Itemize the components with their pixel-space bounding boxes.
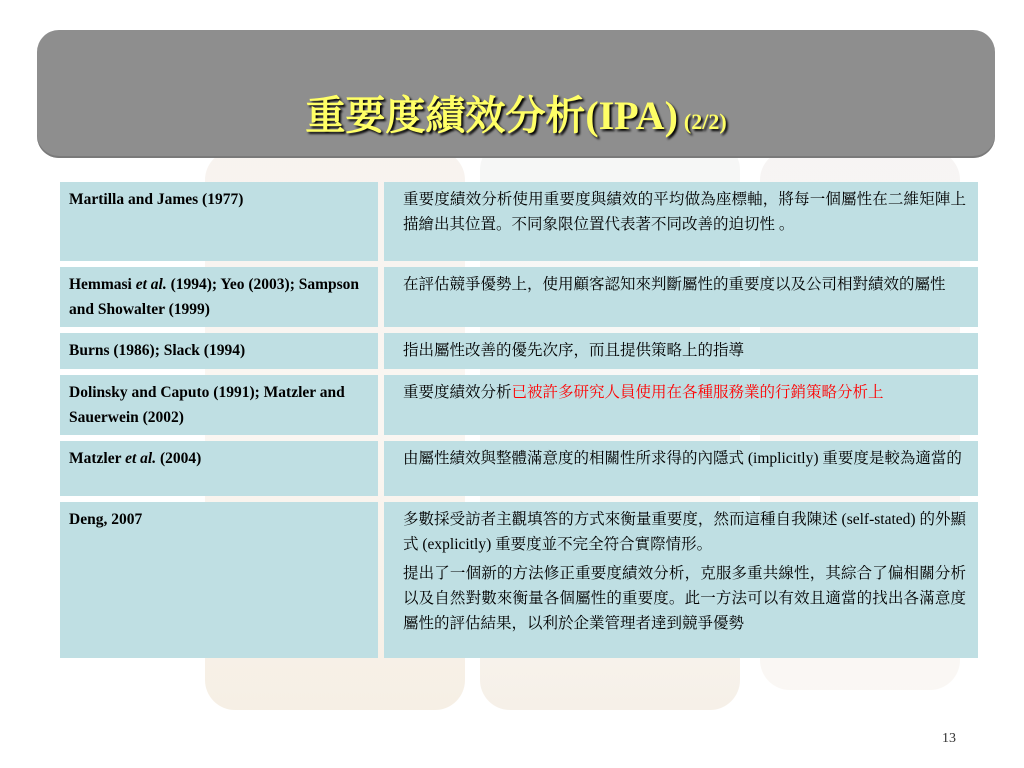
author-etal: et al.: [125, 450, 157, 467]
title-banner: [37, 30, 995, 158]
author-cell: Martilla and James (1977): [60, 182, 378, 261]
table-row: [60, 333, 978, 369]
finding-paragraph: 提出了一個新的方法修正重要度績效分析，克服多重共線性，其綜合了偏相關分析以及自然對數來衡量各個屬性的重要度。此一方法可以有效且適當的找出各滿意度屬性的評估結果，以利於企業管理者達到競爭優勢: [403, 565, 966, 632]
finding-paragraph: 多數採受訪者主觀填答的方式來衡量重要度，然而這種自我陳述 (self-stated) 的外顯式 (explicitly) 重要度並不完全符合實際情形。: [403, 511, 966, 553]
author-etal: et al.: [135, 276, 167, 293]
table-row: [60, 441, 978, 496]
author-text: (1994); Yeo (2003); Sampson and Showalter (1999): [69, 276, 360, 318]
author-cell: [60, 441, 378, 496]
finding-cell: 由屬性績效與整體滿意度的相關性所求得的內隱式 (implicitly) 重要度是較為適當的: [384, 441, 978, 496]
slide-title-suffix: (2/2): [683, 109, 727, 134]
finding-cell: 重要度績效分析使用重要度與績效的平均做為座標軸，將每一個屬性在二維矩陣上描繪出其位置。不同象限位置代表著不同改善的迫切性 。: [384, 182, 978, 261]
page-number: 13: [942, 731, 956, 746]
slide-title: [37, 93, 995, 138]
finding-cell: 在評估競爭優勢上，使用顧客認知來判斷屬性的重要度以及公司相對績效的屬性: [384, 267, 978, 327]
finding-highlight: 已被許多研究人員使用在各種服務業的行銷策略分析上: [511, 384, 884, 401]
table-row: [60, 375, 978, 435]
slide-title-main: 重要度績效分析(IPA): [305, 93, 678, 138]
finding-cell: [384, 502, 978, 658]
table-row: [60, 182, 978, 261]
table-row: [60, 502, 978, 658]
author-cell: Dolinsky and Caputo (1991); Matzler and Sauerwein (2002): [60, 375, 378, 435]
author-cell: Burns (1986); Slack (1994): [60, 333, 378, 369]
author-text: Matzler: [69, 450, 126, 467]
finding-text: 重要度績效分析: [403, 384, 512, 401]
table-row: [60, 267, 978, 327]
author-text: Hemmasi: [69, 276, 136, 293]
literature-table: [60, 182, 978, 664]
finding-cell: [384, 375, 978, 435]
author-cell: [60, 267, 378, 327]
author-text: (2004): [156, 450, 202, 467]
author-cell: Deng, 2007: [60, 502, 378, 658]
finding-cell: 指出屬性改善的優先次序，而且提供策略上的指導: [384, 333, 978, 369]
